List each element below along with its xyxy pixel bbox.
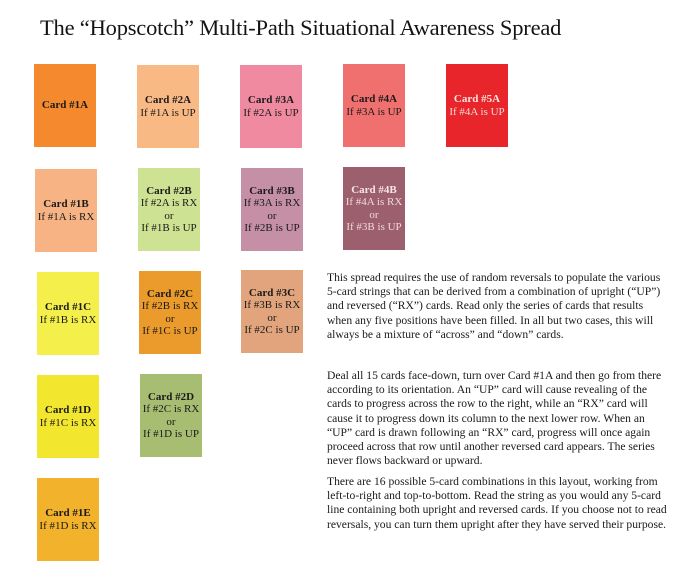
paragraph-dealing: Deal all 15 cards face-down, turn over Card #1A and then go from there according to its orientation. An “UP” card will cause revealing of the cards to progress across the row to the right, while an “RX” card will cause it to progress down its column to the next lower row. When an “UP” card is drawn following an “RX” card, progress will once again proceed across that row until another reversed card appears. The series never flows backward or upward.: [327, 369, 662, 468]
card-condition: If #1C is RX: [39, 416, 97, 429]
card-2d: [140, 374, 202, 457]
card-name: Card #4A: [350, 93, 398, 105]
card-name: Card #1B: [43, 198, 89, 210]
card-name: Card #1E: [45, 507, 91, 519]
card-condition: If #4A is RX: [345, 196, 403, 208]
card-condition: If #3B is UP: [346, 221, 402, 233]
card-2a: [137, 65, 199, 148]
card-3a: [240, 65, 302, 148]
card-condition: If #2C is RX: [142, 403, 200, 415]
card-condition: If #3A is RX: [243, 197, 301, 209]
card-condition: If #1D is UP: [143, 428, 199, 440]
card-condition-separator: or: [267, 209, 277, 222]
card-name: Card #1C: [44, 301, 92, 313]
card-condition: If #2B is RX: [141, 300, 199, 312]
card-5a: [446, 64, 508, 147]
card-2b: [138, 168, 200, 251]
card-name: Card #1A: [41, 99, 89, 112]
card-condition-separator: or: [164, 209, 174, 222]
card-condition: If #1A is UP: [140, 106, 196, 119]
card-name: Card #2D: [147, 390, 195, 403]
card-name: Card #5A: [453, 93, 501, 105]
card-condition-separator: or: [267, 311, 277, 324]
card-3c: [241, 270, 303, 353]
card-1c: [37, 272, 99, 355]
card-1a: [34, 64, 96, 147]
card-name: Card #2B: [146, 184, 192, 197]
card-condition: If #3A is UP: [346, 105, 402, 118]
card-name: Card #2C: [146, 287, 194, 300]
paragraph-intro: This spread requires the use of random reversals to populate the various 5-card strings that can be derived from a combination of upright (“UP”) and reversed (“RX”) cards. Read only the series of cards that results when any five positions have been filled. In all but two cases, this will always be a mixture of “across” and “down” cards.: [327, 271, 661, 341]
card-name: Card #3C: [248, 286, 296, 299]
card-condition: If #3B is RX: [243, 299, 301, 311]
card-1e: [37, 478, 99, 561]
card-4b: [343, 167, 405, 250]
card-4a: [343, 64, 405, 147]
card-1b: [35, 169, 97, 252]
card-condition: If #2A is UP: [243, 106, 299, 119]
paragraph-combinations: There are 16 possible 5-card combinations in this layout, working from left-to-right and top-to-bottom. Read the string as you would any 5-card line containing both upright and reversed cards. If you choose not to read reversals, you can turn them upright after they have served their purpose.: [327, 475, 667, 531]
card-2c: [139, 271, 201, 354]
card-condition: If #2C is UP: [244, 324, 300, 336]
card-1d: [37, 375, 99, 458]
card-condition: If #1C is UP: [142, 325, 198, 337]
page-title: The “Hopscotch” Multi-Path Situational Awareness Spread: [40, 15, 562, 40]
card-condition-separator: or: [166, 415, 176, 428]
card-3b: [241, 168, 303, 251]
card-condition-separator: or: [165, 312, 175, 325]
card-name: Card #3B: [249, 184, 295, 197]
card-condition: If #2A is RX: [140, 197, 198, 209]
card-condition: If #1D is RX: [39, 519, 97, 532]
card-condition: If #2B is UP: [244, 222, 300, 234]
card-name: Card #4B: [351, 183, 397, 196]
card-name: Card #3A: [247, 94, 295, 106]
card-condition-separator: or: [369, 208, 379, 221]
card-name: Card #2A: [144, 94, 192, 106]
card-condition: If #1B is UP: [141, 222, 197, 234]
card-name: Card #1D: [44, 404, 92, 416]
card-condition: If #4A is UP: [449, 105, 505, 118]
card-condition: If #1A is RX: [37, 210, 95, 223]
card-condition: If #1B is RX: [39, 313, 97, 326]
